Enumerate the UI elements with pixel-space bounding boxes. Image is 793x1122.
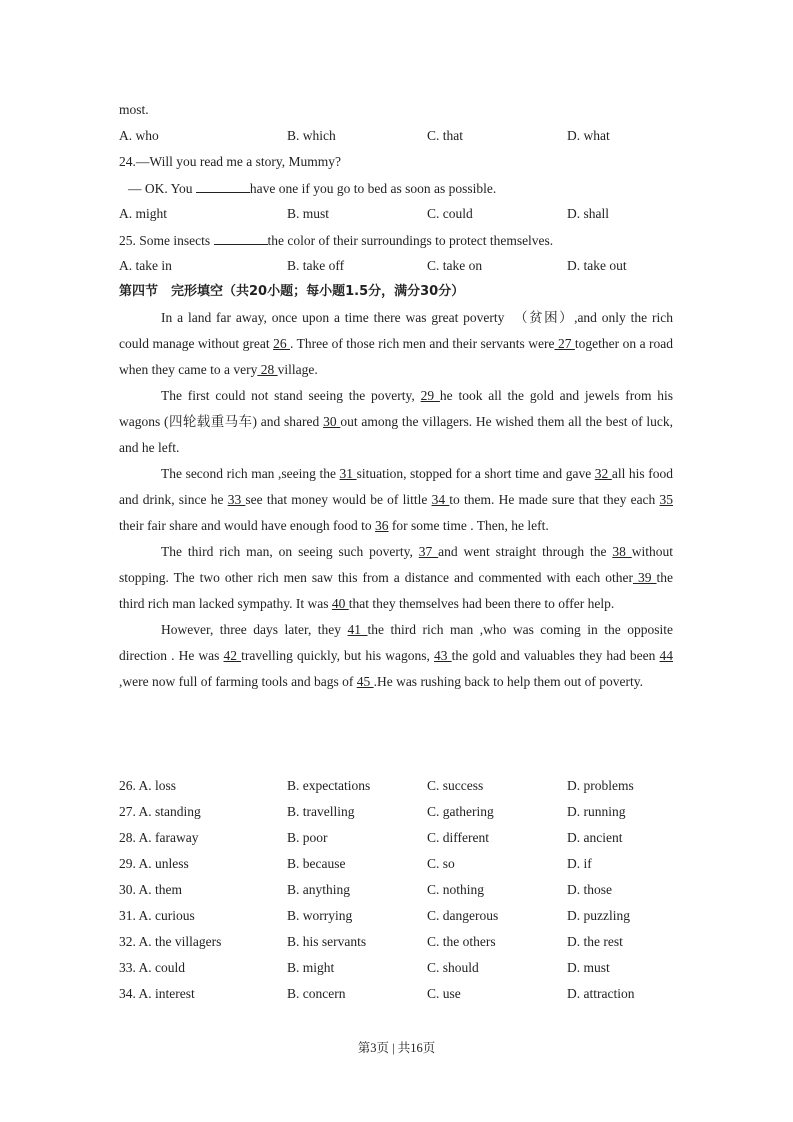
q25-option-b: B. take off: [287, 258, 345, 273]
passage-paragraph-1: In a land far away, once upon a time there was great poverty （贫困）,and only the rich could manage without great 26 . Three of those rich men and their servants were 27 together on a road when they came to a very 28 village.: [119, 310, 674, 377]
passage-paragraph-4: The third rich man, on seeing such poverty, 37 and went straight through the 38 without stopping. The two other rich men saw this from a distance and commented with each other 39 the third rich man lacked sympathy. It was 40 that they themselves had been there to offer help.: [119, 544, 674, 611]
blank-44: 44: [659, 648, 674, 663]
option-29-b: B. because: [287, 856, 346, 871]
option-27-c: C. gathering: [427, 804, 494, 819]
option-28-b: B. poor: [287, 830, 328, 845]
blank-41: 41: [347, 622, 368, 637]
option-31-a: 31. A. curious: [119, 908, 195, 923]
blank-33: 33: [227, 492, 246, 507]
option-32-a: 32. A. the villagers: [119, 934, 222, 949]
q24-blank: [196, 179, 250, 193]
option-33-d: D. must: [567, 960, 610, 975]
blank-45: 45: [356, 674, 374, 689]
q23-tail: most.: [119, 102, 149, 117]
option-31-d: D. puzzling: [567, 908, 630, 923]
option-33-b: B. might: [287, 960, 335, 975]
option-34-c: C. use: [427, 986, 461, 1001]
q24-question: 24.—Will you read me a story, Mummy?: [119, 154, 342, 169]
blank-27: 27: [554, 336, 575, 351]
option-26-b: B. expectations: [287, 778, 371, 793]
option-29-c: C. so: [427, 856, 455, 871]
q24-answer-line: — OK. You have one if you go to bed as soon as possible.: [128, 181, 497, 196]
blank-42: 42: [223, 648, 242, 663]
q25-option-a: A. take in: [119, 258, 172, 273]
option-34-a: 34. A. interest: [119, 986, 195, 1001]
q23-option-d: D. what: [567, 128, 610, 143]
option-30-c: C. nothing: [427, 882, 485, 897]
blank-43: 43: [434, 648, 452, 663]
option-29-a: 29. A. unless: [119, 856, 189, 871]
option-26-a: 26. A. loss: [119, 778, 177, 793]
passage-paragraph-3: The second rich man ,seeing the 31 situation, stopped for a short time and gave 32 all his food and drink, since he 33 see that money would be of little 34 to them. He made sure that they each 35 their fair share and would have enough food to 36 for some time . Then, he left.: [119, 466, 674, 533]
section-heading: 第四节 完形填空（共20小题；每小题1.5分，满分30分）: [119, 284, 465, 299]
option-27-a: 27. A. standing: [119, 804, 201, 819]
q24-option-a: A. might: [119, 206, 168, 221]
blank-35: 35: [659, 492, 674, 507]
option-27-b: B. travelling: [287, 804, 355, 819]
blank-29: 29: [420, 388, 440, 403]
blank-31: 31: [339, 466, 357, 481]
q23-option-a: A. who: [119, 128, 159, 143]
blank-40: 40: [331, 596, 349, 611]
blank-38: 38: [612, 544, 632, 559]
option-26-c: C. success: [427, 778, 484, 793]
q25-question: 25. Some insects the color of their surroundings to protect themselves.: [119, 233, 554, 248]
option-33-c: C. should: [427, 960, 479, 975]
passage-paragraph-2: The first could not stand seeing the poverty, 29 he took all the gold and jewels from his wagons (四轮载重马车) and shared 30 out among the villagers. He wished them all the best of luck, and he left.: [119, 388, 674, 455]
blank-34: 34: [431, 492, 450, 507]
blank-26: 26: [273, 336, 291, 351]
option-30-b: B. anything: [287, 882, 350, 897]
page-footer: 第3页 | 共16页: [357, 1041, 436, 1055]
option-27-d: D. running: [567, 804, 626, 819]
blank-36: 36: [375, 518, 389, 533]
option-26-d: D. problems: [567, 778, 634, 793]
option-29-d: D. if: [567, 856, 592, 871]
option-32-c: C. the others: [427, 934, 496, 949]
q23-option-c: C. that: [427, 128, 463, 143]
q23-option-b: B. which: [287, 128, 336, 143]
option-28-c: C. different: [427, 830, 489, 845]
option-28-a: 28. A. faraway: [119, 830, 199, 845]
option-34-d: D. attraction: [567, 986, 635, 1001]
blank-32: 32: [594, 466, 612, 481]
q25-option-d: D. take out: [567, 258, 627, 273]
q24-option-b: B. must: [287, 206, 330, 221]
q25-blank: [214, 231, 268, 245]
option-28-d: D. ancient: [567, 830, 623, 845]
blank-28: 28: [257, 362, 278, 377]
option-31-b: B. worrying: [287, 908, 353, 923]
option-32-b: B. his servants: [287, 934, 367, 949]
option-31-c: C. dangerous: [427, 908, 499, 923]
blank-39: 39: [632, 570, 657, 585]
blank-30: 30: [323, 414, 341, 429]
q24-option-c: C. could: [427, 206, 473, 221]
option-30-a: 30. A. them: [119, 882, 182, 897]
q25-option-c: C. take on: [427, 258, 483, 273]
q24-option-d: D. shall: [567, 206, 609, 221]
option-34-b: B. concern: [287, 986, 346, 1001]
option-32-d: D. the rest: [567, 934, 623, 949]
cloze-passage: [119, 305, 673, 695]
passage-paragraph-5: However, three days later, they 41 the third rich man ,who was coming in the opposite direction . He was 42 travelling quickly, but his wagons, 43 the gold and valuables they had been 44 ,were now full of farming tools and bags of 45 .He was rushing back to help them out of poverty.: [119, 622, 674, 689]
option-30-d: D. those: [567, 882, 612, 897]
blank-37: 37: [418, 544, 439, 559]
option-33-a: 33. A. could: [119, 960, 185, 975]
